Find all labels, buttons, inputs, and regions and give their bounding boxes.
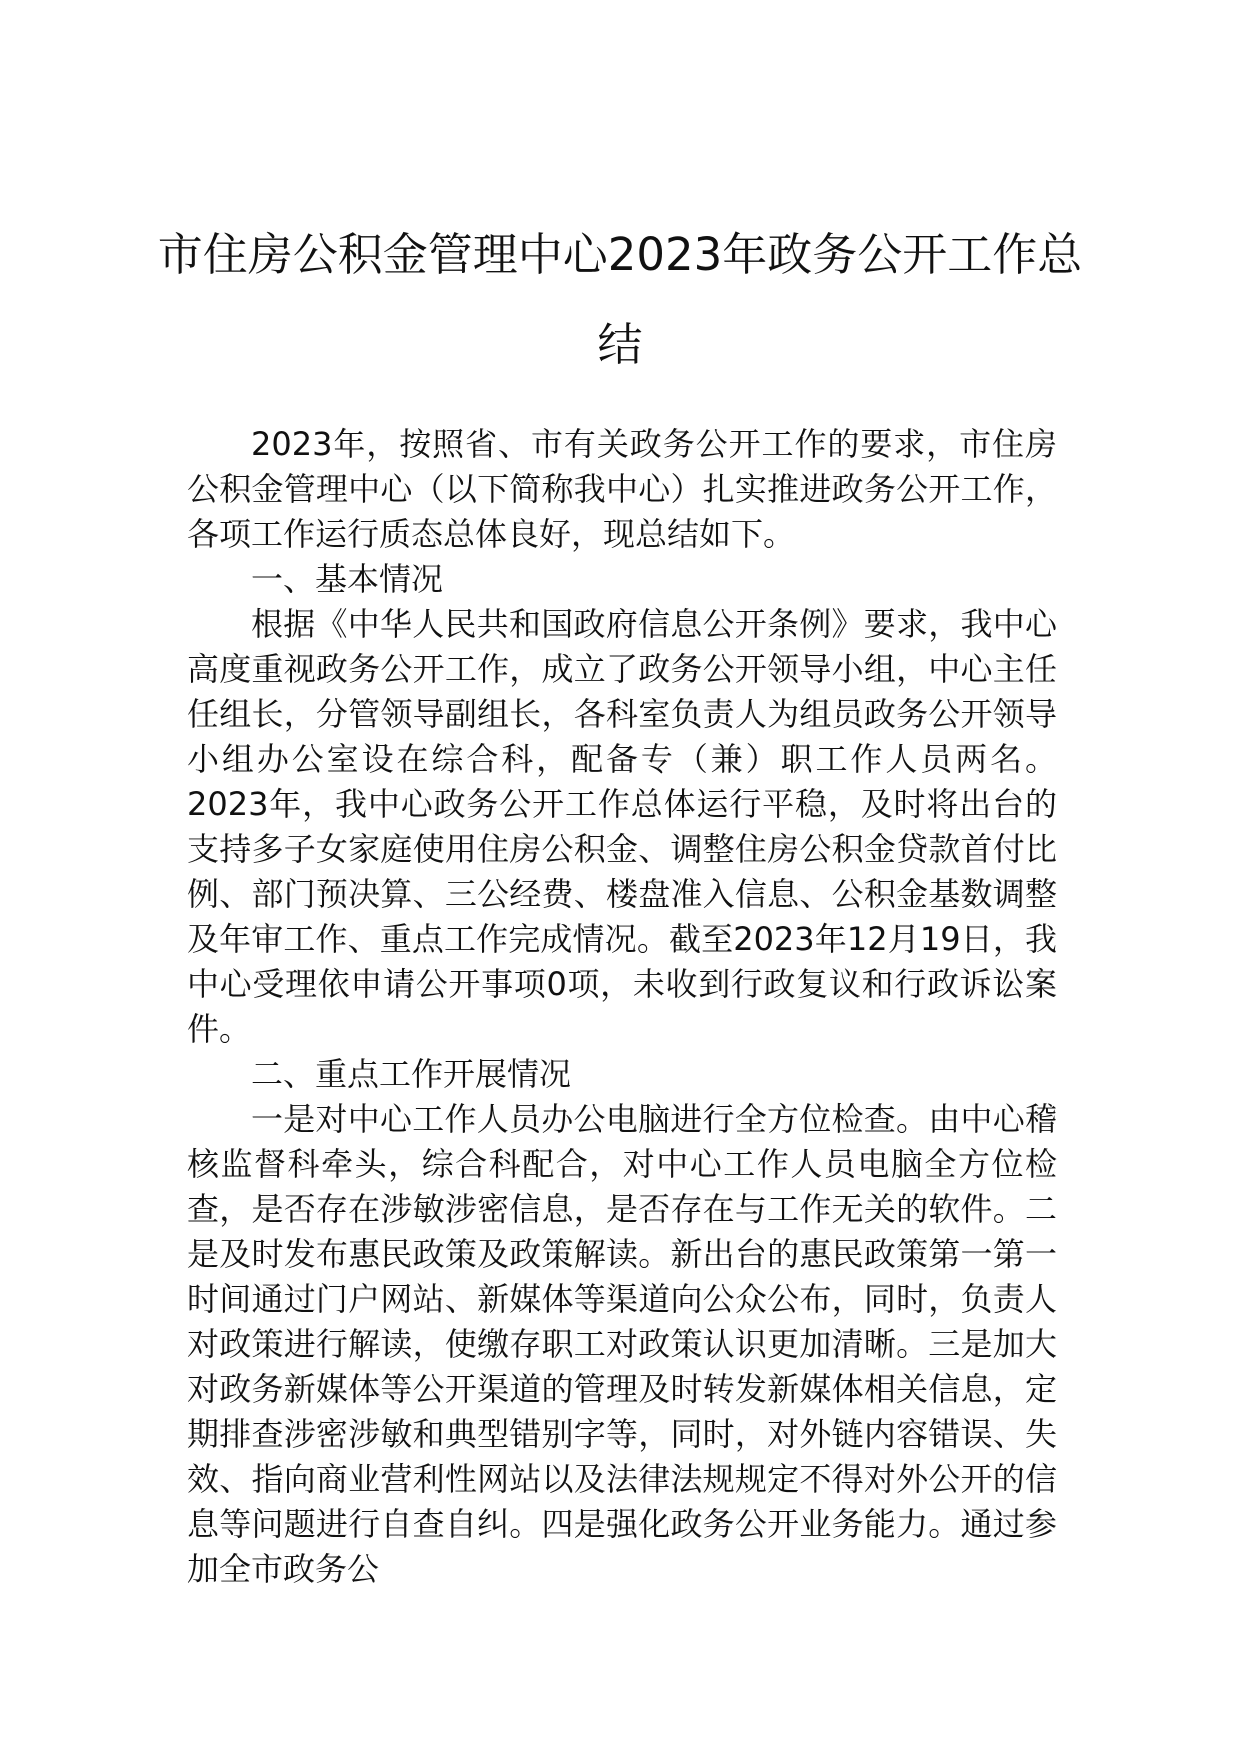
key-work-paragraph: 一是对中心工作人员办公电脑进行全方位检查。由中心稽核监督科牵头，综合科配合，对中心工作人员电脑全方位检查，是否存在涉敏涉密信息，是否存在与工作无关的软件。二是及时发布惠民政策及政策解读。新出台的惠民政策第一第一时间通过门户网站、新媒体等渠道向公众公布，同时，负责人对政策进行解读，使缴存职工对政策认识更加清晰。三是加大对政务新媒体等公开渠道的管理及时转发新媒体相关信息，定期排查涉密涉敏和典型错别字等，同时，对外链内容错误、失效、指向商业营利性网站以及法律法规规定不得对外公开的信息等问题进行自查自纠。四是强化政务公开业务能力。通过参加全市政务公 bbox=[187, 1100, 1057, 1588]
section-heading-basic-situation: 一、基本情况 bbox=[251, 560, 444, 598]
intro-paragraph: 2023年，按照省、市有关政务公开工作的要求，市住房公积金管理中心（以下简称我中心）扎实推进政务公开工作，各项工作运行质态总体良好，现总结如下。 bbox=[187, 425, 1057, 553]
document-title: 市住房公积金管理中心2023年政务公开工作总结 bbox=[157, 228, 1083, 371]
basic-situation-paragraph: 根据《中华人民共和国政府信息公开条例》要求，我中心高度重视政务公开工作，成立了政务公开领导小组，中心主任任组长，分管领导副组长，各科室负责人为组员政务公开领导小组办公室设在综合科，配备专（兼）职工作人员两名。2023年，我中心政务公开工作总体运行平稳，及时将出台的支持多子女家庭使用住房公积金、调整住房公积金贷款首付比例、部门预决算、三公经费、楼盘准入信息、公积金基数调整及年审工作、重点工作完成情况。截至2023年12月19日，我中心受理依申请公开事项0项，未收到行政复议和行政诉讼案件。 bbox=[187, 605, 1057, 1048]
section-heading-key-work: 二、重点工作开展情况 bbox=[251, 1055, 572, 1093]
document-body bbox=[187, 422, 1057, 1592]
